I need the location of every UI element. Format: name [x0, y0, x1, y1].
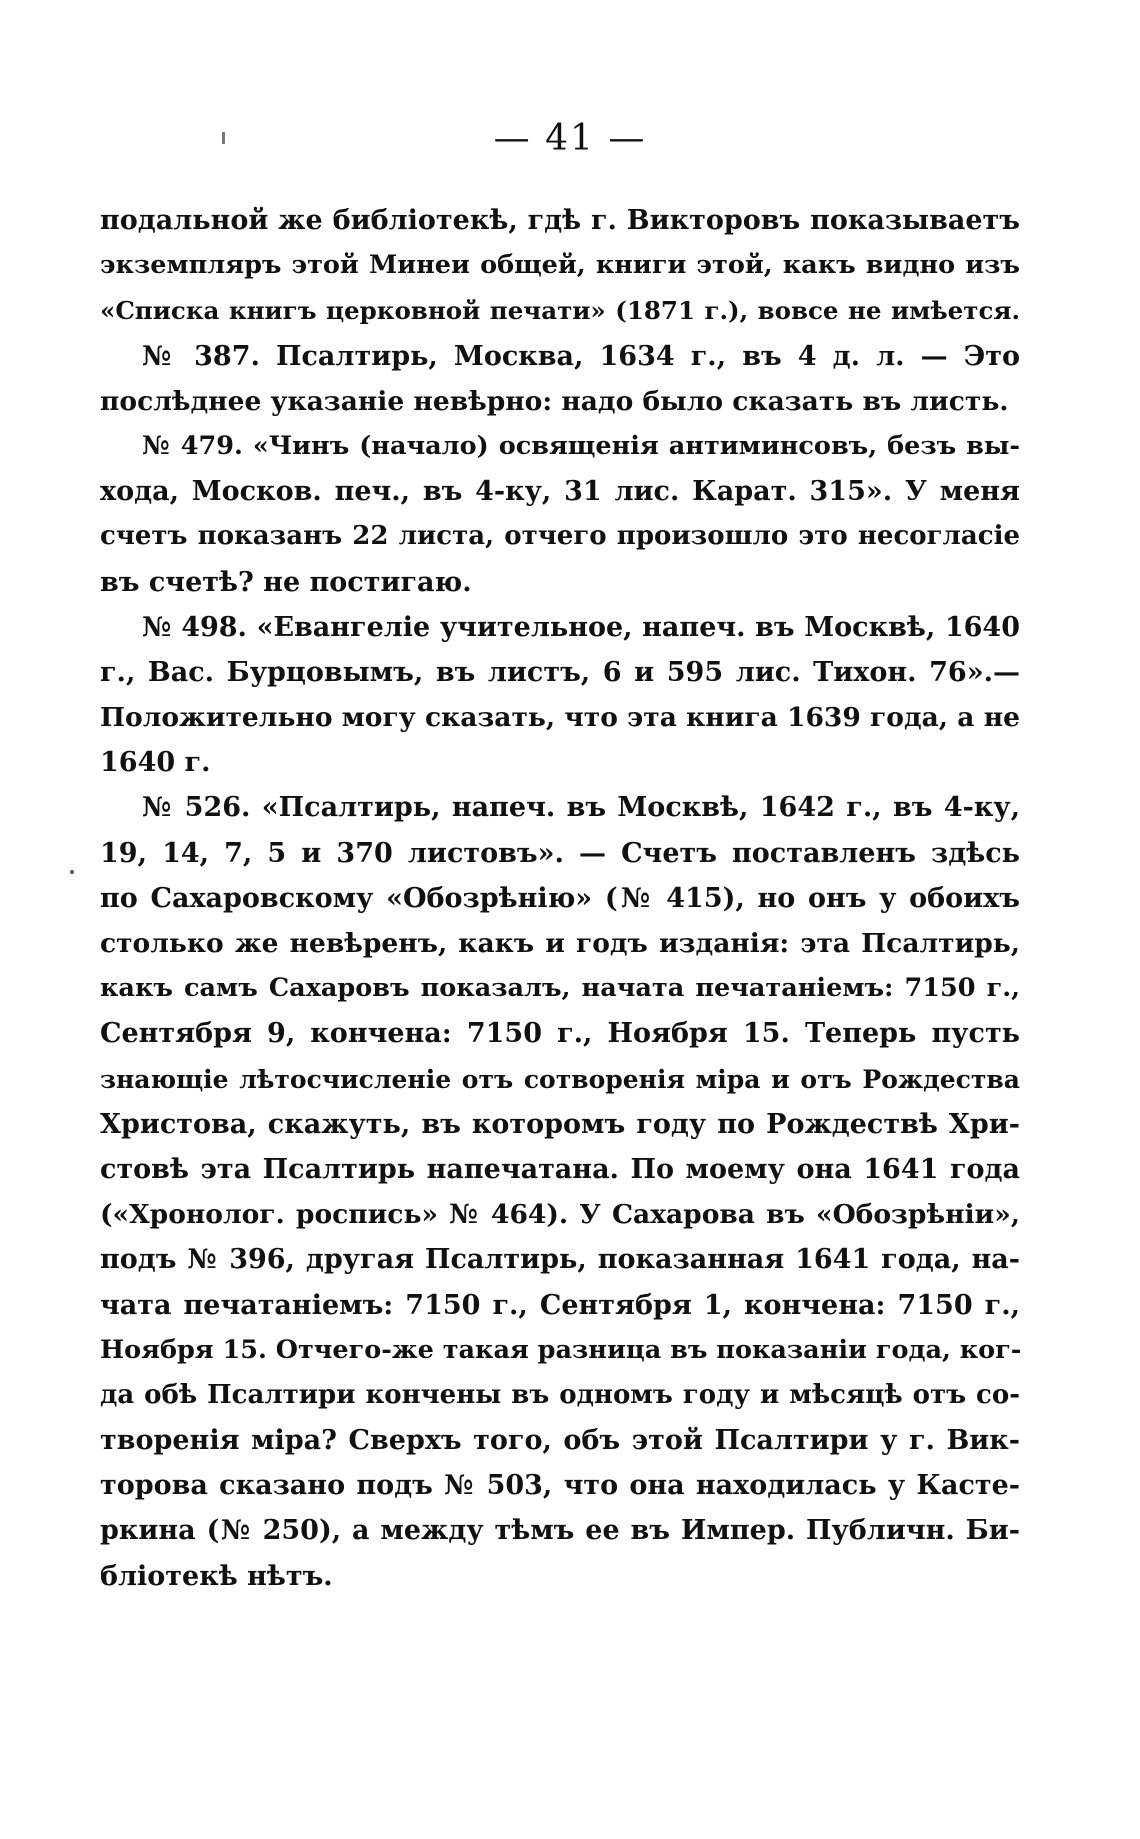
text-line: послѣднее указаніе невѣрно: надо было сказать въ листь. — [100, 385, 1009, 417]
text-line: Христова, скажуть, въ которомъ году по Рождествѣ Хри- — [100, 1108, 1020, 1140]
body-text — [100, 198, 1020, 1599]
page-number: — 41 — — [493, 118, 647, 159]
text-line: («Хронолог. роспись» № 464). У Сахарова въ «Обозрѣніи», — [100, 1199, 1020, 1231]
text-line: подальной же библіотекѣ, гдѣ г. Викторовъ показываетъ — [100, 205, 1020, 236]
text-line: столько же невѣренъ, какъ и годъ изданія: эта Псалтирь, — [100, 928, 1020, 959]
text-line: торова сказано подъ № 503, что она находилась у Кастe- — [100, 1470, 1020, 1502]
text-line: № 526. «Псалтирь, напеч. въ Москвѣ, 1642 г., въ 4-ку, — [142, 792, 1020, 824]
text-line: бліотекѣ нѣтъ. — [100, 1560, 333, 1592]
text-line: какъ самъ Сахаровъ показалъ, начата печатаніемъ: 7150 г., — [100, 973, 1020, 1004]
text-line: въ счетѣ? не постигаю. — [100, 566, 472, 598]
text-line: да обѣ Псалтири кончены въ одномъ году и мѣсяцѣ отъ со- — [100, 1379, 1020, 1410]
text-line: Сентября 9, кончена: 7150 г., Ноября 15. Теперь пусть — [100, 1018, 1020, 1050]
scan-speck — [70, 870, 74, 874]
text-line: знающіе лѣтосчисленіе отъ сотворенія міра и отъ Рождества — [100, 1064, 1020, 1094]
text-line: чата печатаніемъ: 7150 г., Сентября 1, кончена: 7150 г., — [100, 1289, 1020, 1321]
text-line: г., Вас. Бурцовымъ, въ листъ, 6 и 595 лис. Тихон. 76».— — [100, 656, 1020, 688]
text-line: «Списка книгъ церковной печати» (1871 г.), вовсе не имѣется. — [100, 296, 1020, 326]
text-line: ркина (№ 250), а между тѣмъ ее въ Импер. Публичн. Би- — [100, 1515, 1020, 1547]
text-line: счетъ показанъ 22 листа, отчего произошло это несогласіе — [100, 521, 1020, 552]
text-line: стовѣ эта Псалтирь напечатана. По моему она 1641 года — [100, 1153, 1020, 1185]
text-line: Положительно могу сказать, что эта книга 1639 года, а не — [100, 702, 1020, 734]
text-line: по Сахаровскому «Обозрѣнію» (№ 415), но онъ у обоихъ — [100, 882, 1020, 914]
text-line: подъ № 396, другая Псалтирь, показанная 1641 года, на- — [100, 1244, 1020, 1276]
text-line: 19, 14, 7, 5 и 370 листовъ». — Счетъ поставленъ здѣсь — [100, 837, 1020, 869]
text-line: № 479. «Чинъ (начало) освященія антиминсовъ, безъ вы- — [142, 430, 1020, 461]
text-line: № 387. Псалтирь, Москва, 1634 г., въ 4 д. л. — Это — [142, 340, 1020, 372]
text-line: 1640 г. — [100, 747, 211, 779]
text-line: Ноября 15. Отчего-же такая разница въ показаніи года, ког- — [100, 1334, 1022, 1365]
text-line: № 498. «Евангеліе учительное, напеч. въ Москвѣ, 1640 — [142, 611, 1020, 643]
text-line: экземпляръ этой Минеи общей, книги этой, какъ видно изъ — [100, 250, 1020, 281]
text-line: хода, Москов. печ., въ 4-ку, 31 лис. Карат. 315». У меня — [100, 476, 1020, 508]
text-line: творенія міра? Сверхъ того, объ этой Псалтири у г. Вик- — [100, 1425, 1020, 1457]
